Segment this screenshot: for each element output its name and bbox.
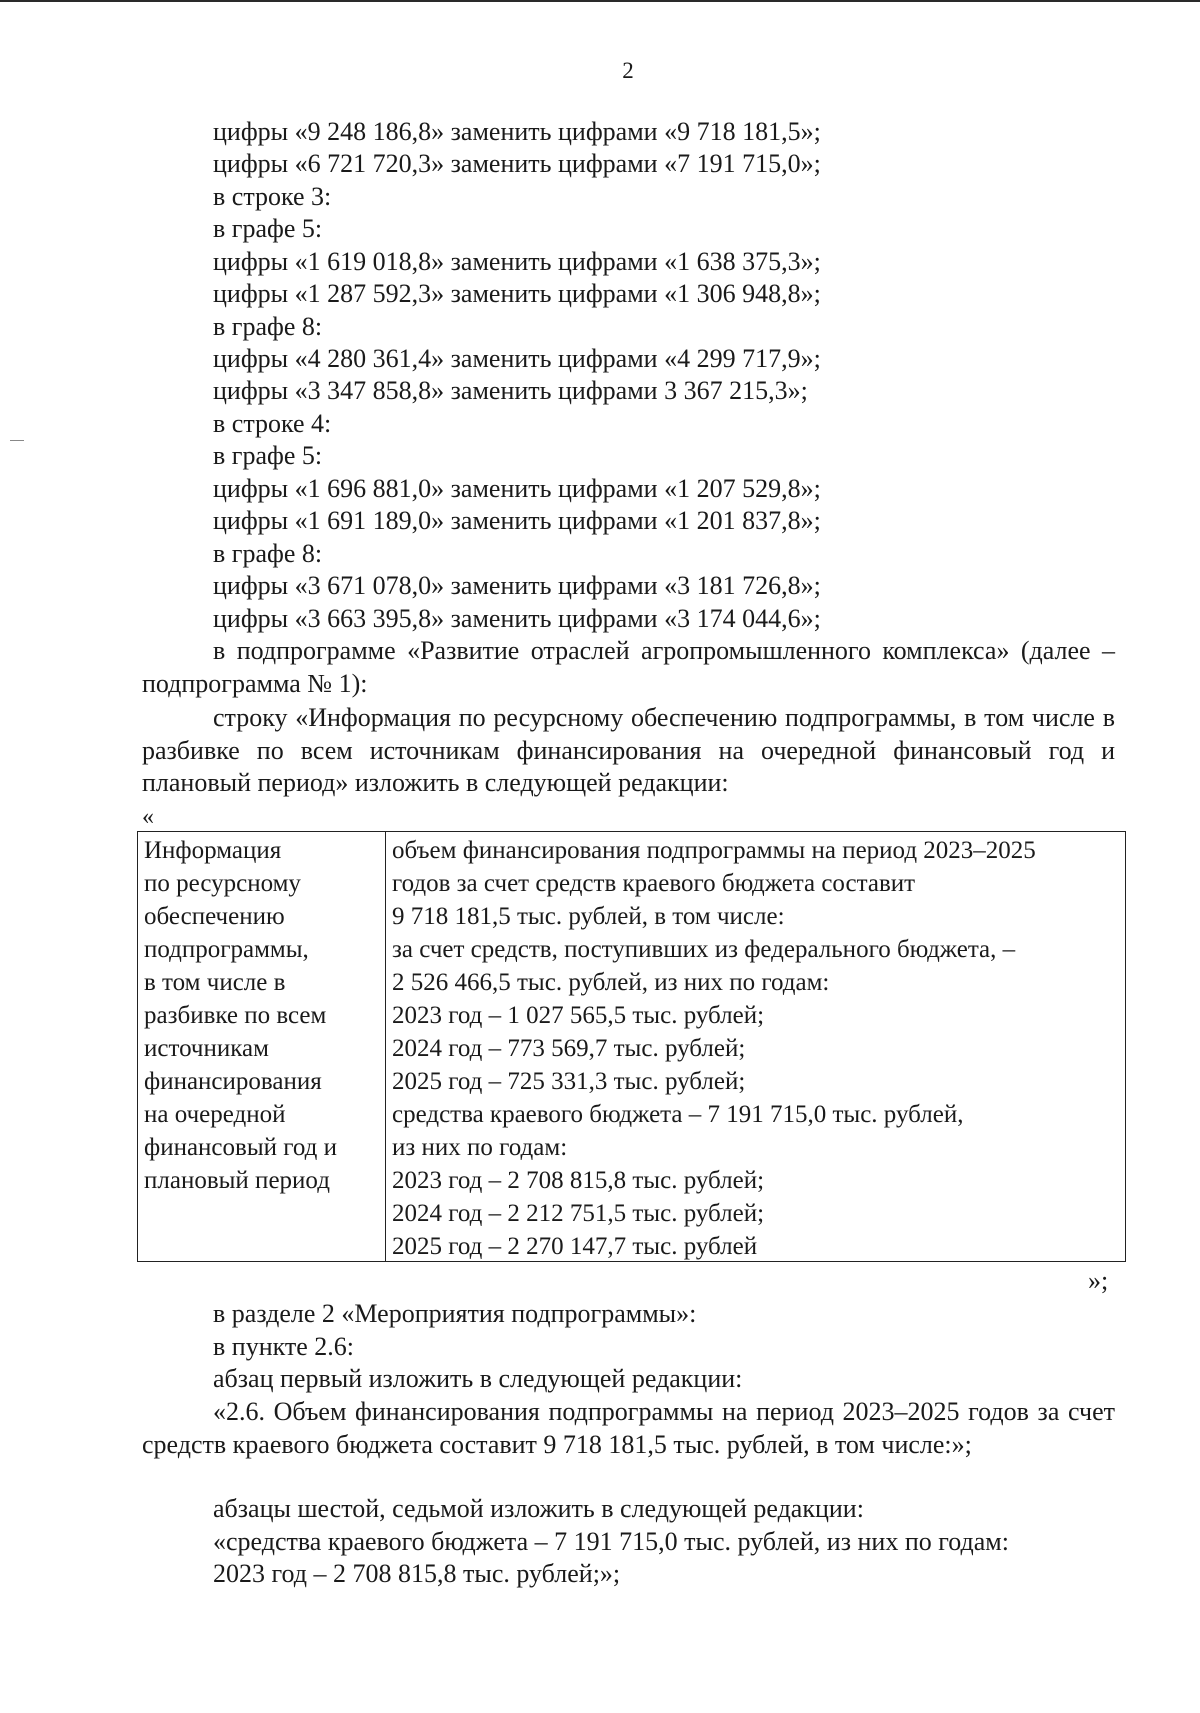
table-cell-line: объем финансирования подпрограммы на период 2023–2025 [392,837,1036,864]
text-line: цифры «1 691 189,0» заменить цифрами «1 201 837,8»; [213,506,821,535]
text-line: 2023 год – 2 708 815,8 тыс. рублей;»; [213,1559,621,1588]
text-line: в пункте 2.6: [213,1332,355,1361]
table-cell-line: за счет средств, поступивших из федерального бюджета, – [392,936,1016,963]
text-line: цифры «3 671 078,0» заменить цифрами «3 181 726,8»; [213,571,821,600]
table-cell-line: источникам [144,1035,269,1062]
text-line: в графе 8: [213,539,323,568]
text-line: цифры «3 663 395,8» заменить цифрами «3 174 044,6»; [213,604,821,633]
paragraph-row-replacement: строку «Информация по ресурсному обеспечению подпрограммы, в том числе в разбивке по всем источникам финансирования на очередной финансовый год и плановый период» изложить в следующей редакции: [142,703,1115,797]
table-cell-line: 2025 год – 725 331,3 тыс. рублей; [392,1068,746,1095]
table-cell-line: 2023 год – 1 027 565,5 тыс. рублей; [392,1002,765,1029]
paragraph-2-6: «2.6. Объем финансирования подпрограммы на период 2023–2025 годов за счет средств краевого бюджета составит 9 718 181,5 тыс. рублей, в том числе:»; [142,1397,1115,1459]
text-line: в строке 3: [213,182,332,211]
table-cell-line: средства краевого бюджета – 7 191 715,0 тыс. рублей, [392,1101,964,1128]
table-cell-line: плановый период [144,1167,330,1194]
table-cell-line: по ресурсному [144,870,301,897]
text-line: в строке 4: [213,409,332,438]
text-line: цифры «9 248 186,8» заменить цифрами «9 718 181,5»; [213,117,821,146]
text-line: цифры «1 696 881,0» заменить цифрами «1 207 529,8»; [213,474,821,503]
table-cell-line: 2024 год – 2 212 751,5 тыс. рублей; [392,1200,765,1227]
text-line: в графе 5: [213,214,323,243]
text-line: в разделе 2 «Мероприятия подпрограммы»: [213,1299,697,1328]
text-line: «средства краевого бюджета – 7 191 715,0 тыс. рублей, из них по годам: [213,1527,1009,1556]
table-cell-line: 9 718 181,5 тыс. рублей, в том числе: [392,903,785,930]
table-cell-line: обеспечению [144,903,285,930]
text-line: в графе 5: [213,441,323,470]
closing-quote: »; [1088,1266,1109,1295]
page-top-edge [0,0,1200,2]
table-cell-line: на очередной [144,1101,286,1128]
paragraph-subprogram: в подпрограмме «Развитие отраслей агропромышленного комплекса» (далее – подпрограмма № 1): [142,636,1115,698]
table-cell-line: финансовый год и [144,1134,338,1161]
table-cell-label [144,834,382,1197]
table-cell-line: в том числе в [144,969,286,996]
table-cell-line: Информация [144,837,282,864]
text-line: цифры «6 721 720,3» заменить цифрами «7 191 715,0»; [213,149,821,178]
table-cell-line: 2024 год – 773 569,7 тыс. рублей; [392,1035,746,1062]
table-cell-line: 2025 год – 2 270 147,7 тыс. рублей [392,1233,758,1260]
table-column-divider [385,832,386,1261]
resource-info-table [137,831,1126,1262]
table-cell-line: разбивке по всем [144,1002,327,1029]
text-line: абзацы шестой, седьмой изложить в следующей редакции: [213,1494,864,1523]
table-cell-value [392,834,1122,1263]
text-line: абзац первый изложить в следующей редакции: [213,1364,743,1393]
text-line: цифры «3 347 858,8» заменить цифрами 3 367 215,3»; [213,376,808,405]
text-line: в графе 8: [213,312,323,341]
text-line: цифры «4 280 361,4» заменить цифрами «4 299 717,9»; [213,344,821,373]
table-cell-line: 2023 год – 2 708 815,8 тыс. рублей; [392,1167,765,1194]
text-line: цифры «1 619 018,8» заменить цифрами «1 638 375,3»; [213,247,821,276]
margin-mark [10,440,24,441]
opening-quote: « [142,804,154,830]
table-cell-line: 2 526 466,5 тыс. рублей, из них по годам: [392,969,830,996]
table-cell-line: финансирования [144,1068,322,1095]
table-cell-line: из них по годам: [392,1134,568,1161]
table-cell-line: подпрограммы, [144,936,309,963]
table-cell-line: годов за счет средств краевого бюджета составит [392,870,916,897]
text-line: цифры «1 287 592,3» заменить цифрами «1 306 948,8»; [213,279,821,308]
page-number: 2 [622,58,634,83]
